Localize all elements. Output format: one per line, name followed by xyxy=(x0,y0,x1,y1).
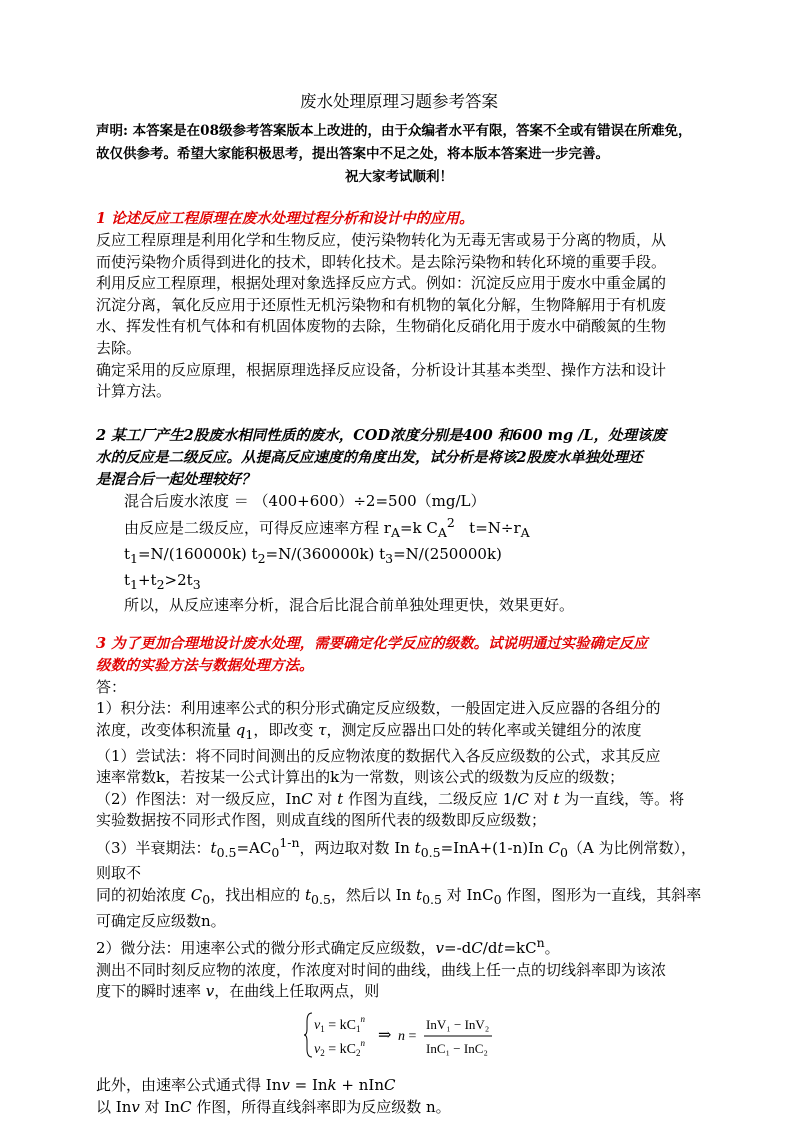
integral-method-line: 浓度，改变体积流量 $q_1$，即改变 τ，测定反应器出口处的转化率或关键组分的浓度 xyxy=(96,720,642,742)
graph-method-line: 实验数据按不同形式作图，则成直线的图所代表的级数即反应级数； xyxy=(96,811,547,830)
svg-text:n =: n = xyxy=(398,1029,417,1045)
trial-method-line: （1）尝试法：将不同时间测出的反应物浓度的数据代入各反应级数的公式，求其反应 xyxy=(96,746,661,765)
integral-method-line: 1）积分法：利用速率公式的积分形式确定反应级数，一般固定进入反应器的各组分的 xyxy=(96,699,661,718)
differential-method-line: 测出不同时刻反应物的浓度，作浓度对时间的曲线，曲线上任一点的切线斜率即为该浓 xyxy=(96,960,667,979)
rate-order-formula xyxy=(304,1009,494,1061)
answer-1-line: 去除。 xyxy=(96,338,142,357)
half-life-method-line: 同的初始浓度 $C_0$，找出相应的 $t_{0.5}$，然后以 In $t_{0.5}$ 对 InC$_0$ 作图，图形为一直线，其斜率 xyxy=(96,886,702,908)
svg-text:InV₁ − InV₂: InV₁ − InV₂ xyxy=(426,1017,490,1033)
answer-1-line: 水、挥发性有机气体和有机固体废物的去除，生物硝化反硝化用于废水中硝酸氮的生物 xyxy=(96,317,667,336)
general-formula-line: 此外，由速率公式通式得 Inv = Ink + nInC xyxy=(96,1076,396,1095)
general-formula-line: 以 Inv 对 InC 作图，所得直线斜率即为反应级数 n。 xyxy=(96,1097,451,1116)
half-life-method-line: （3）半衰期法：$t_{0.5}=AC_0^{1-n}$，两边取对数 In $t_{0.5}=InA+(1-n)In$ $C_0(A$ 为比例常数），则取不 xyxy=(96,834,697,883)
half-life-method-line: 可确定反应级数n。 xyxy=(96,911,226,930)
time-values-line: $t_1=N/(160000k)$ $t_2=N/(360000k)$ $t_3=N/(250000k)$ xyxy=(124,544,502,566)
rate-equation-line: 由反应是二级反应，可得反应速率方程 $r_A=k$ $C_A^2$ $t=N\div r_A$ xyxy=(124,515,530,541)
question-3-heading: 级数的实验方法与数据处理方法。 xyxy=(96,656,314,674)
question-2-heading: 2 某工厂产生2股废水相同性质的废水，COD浓度分别是400 和600 mg /L，处理该废 xyxy=(96,426,667,444)
graph-method-line: （2）作图法：对一级反应，InC 对 t 作图为直线，二级反应 1/C 对 t 为一直线，等。将 xyxy=(96,789,685,808)
svg-text:InC₁ − InC₂: InC₁ − InC₂ xyxy=(426,1041,488,1057)
answer-1-line: 反应工程原理是利用化学和生物反应，使污染物转化为无毒无害或易于分离的物质，从 xyxy=(96,231,667,249)
answer-1-line: 计算方法。 xyxy=(96,382,172,401)
differential-method-line: 度下的瞬时速率 v，在曲线上任取两点，则 xyxy=(96,982,380,1001)
trial-method-line: 速率常数k，若按某一公式计算出的k为一常数，则该公式的级数为反应的级数； xyxy=(96,768,625,787)
conclusion-line: 所以，从反应速率分析，混合后比混合前单独处理更快，效果更好。 xyxy=(124,596,575,615)
time-comparison-line: $t_1+t_2>2t_3$ xyxy=(124,570,201,592)
document-page xyxy=(96,90,702,1118)
svg-text:v2 = kC2n: $v_2 = kC_2^n$ xyxy=(314,1038,365,1059)
svg-text:⇒: ⇒ xyxy=(378,1025,392,1045)
question-2-heading: 是混合后一起处理较好？ xyxy=(96,470,256,488)
question-3-heading: 3 为了更加合理地设计废水处理，需要确定化学反应的级数。试说明通过实验确定反应 xyxy=(96,634,648,652)
svg-text:v1 = kC1n: $v_1 = kC_1^n$ xyxy=(314,1014,365,1035)
differential-method-line: 2）微分法：用速率公式的微分形式确定反应级数，$v=-dC/dt=kC^n$。 xyxy=(96,935,560,958)
page-title: 废水处理原理习题参考答案 xyxy=(300,92,498,111)
answer-1-line: 利用反应工程原理，根据处理对象选择反应方式。例如：沉淀反应用于废水中重金属的 xyxy=(96,274,667,293)
disclaimer-text: 声明: 本答案是在08级参考答案版本上改进的，由于众编者水平有限，答案不全或有错误在所难免，故仅供参考。希望大家能积极思考，提出答案中不足之处，将本版本答案进一步完善。 xyxy=(96,123,692,162)
answer-1-line: 而使污染物介质得到进化的技术，即转化技术。是去除污染物和转化环境的重要手段。 xyxy=(96,252,667,271)
question-1-heading: 1 论述反应工程原理在废水处理过程分析和设计中的应用。 xyxy=(96,210,474,227)
question-2-heading: 水的反应是二级反应。从提高反应速度的角度出发，试分析是将该2股废水单独处理还 xyxy=(96,448,643,466)
answer-1-line: 确定采用的反应原理，根据原理选择反应设备，分析设计其基本类型、操作方法和设计 xyxy=(96,360,667,379)
mixed-concentration-line: 混合后废水浓度 ＝ （400+600）÷2=500（mg/L） xyxy=(124,491,486,510)
good-luck-text: 祝大家考试顺利！ xyxy=(345,169,453,185)
answer-1-line: 沉淀分离，氧化反应用于还原性无机污染物和有机物的氧化分解，生物降解用于有机废 xyxy=(96,295,667,314)
answer-label: 答： xyxy=(96,677,127,696)
